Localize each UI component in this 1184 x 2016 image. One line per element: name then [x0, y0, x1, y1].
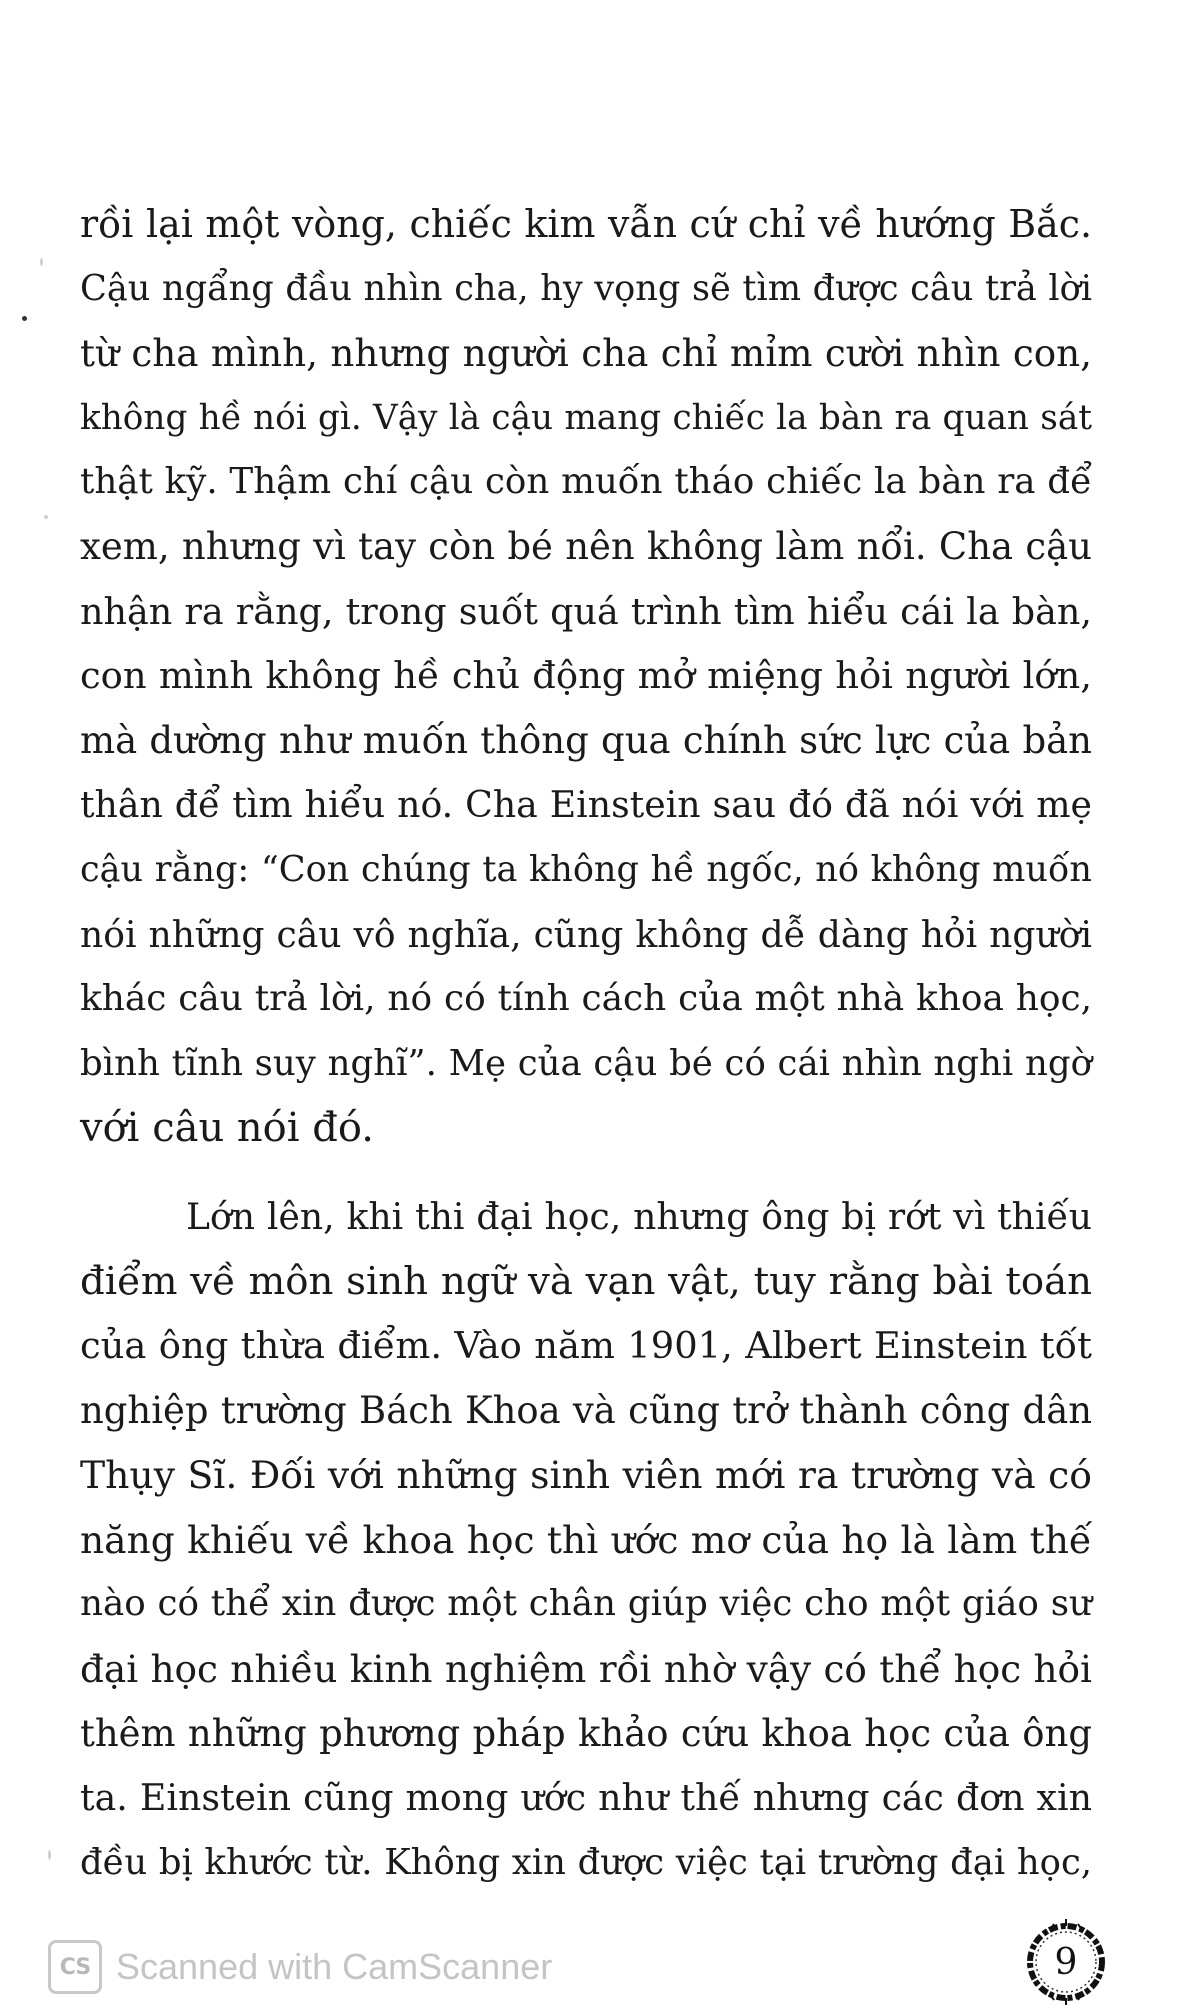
scan-speck — [48, 1850, 51, 1860]
text-line: nói những câu vô nghĩa, cũng không dễ dàng hỏi người — [80, 913, 1092, 956]
text-line: con mình không hề chủ động mở miệng hỏi người lớn, — [80, 654, 1092, 698]
text-line: xem, nhưng vì tay còn bé nên không làm nổi. Cha cậu — [80, 524, 1092, 568]
text-line: thật kỹ. Thậm chí cậu còn muốn tháo chiếc la bàn ra để — [80, 461, 1092, 503]
text-line: Cậu ngẩng đầu nhìn cha, hy vọng sẽ tìm được câu trả lời — [80, 267, 1092, 309]
text-line: năng khiếu về khoa học thì ước mơ của họ là làm thế — [80, 1517, 1092, 1562]
text-line: đại học nhiều kinh nghiệm rồi nhờ vậy có thể học hỏi — [80, 1647, 1092, 1692]
paragraph-2 — [80, 1185, 1092, 1896]
text-line: với câu nói đó. — [80, 1105, 374, 1152]
scan-speck — [40, 258, 43, 266]
watermark-text: Scanned with CamScanner — [116, 1946, 553, 1987]
text-line: nghiệp trường Bách Khoa và cũng trở thành công dân — [80, 1388, 1092, 1432]
text-line: không hề nói gì. Vậy là cậu mang chiếc la bàn ra quan sát — [80, 397, 1092, 438]
text-line: của ông thừa điểm. Vào năm 1901, Albert Einstein tốt — [80, 1324, 1092, 1368]
text-line: thêm những phương pháp khảo cứu khoa học của ông — [80, 1711, 1092, 1755]
body-text — [80, 192, 1092, 1895]
text-line: nào có thể xin được một chân giúp việc cho một giáo sư — [80, 1583, 1092, 1625]
page-number-badge — [1020, 1916, 1112, 2008]
text-line: từ cha mình, nhưng người cha chỉ mỉm cười nhìn con, — [80, 331, 1092, 376]
text-line: ta. Einstein cũng mong ước như thế nhưng các đơn xin — [80, 1776, 1092, 1820]
text-line: cậu rằng: “Con chúng ta không hề ngốc, nó không muốn — [80, 848, 1092, 890]
text-line: bình tĩnh suy nghĩ”. Mẹ của cậu bé có cái nhìn nghi ngờ — [80, 1042, 1092, 1084]
text-line: nhận ra rằng, trong suốt quá trình tìm hiểu cái la bàn, — [80, 589, 1092, 633]
text-line: rồi lại một vòng, chiếc kim vẫn cứ chỉ về hướng Bắc. — [80, 202, 1092, 246]
text-line: thân để tìm hiểu nó. Cha Einstein sau đó đã nói với mẹ — [80, 783, 1092, 827]
text-line: mà dường như muốn thông qua chính sức lực của bản — [80, 718, 1092, 762]
scan-speck — [22, 316, 27, 321]
camscanner-logo-icon: CS — [48, 1940, 102, 1994]
text-line: khác câu trả lời, nó có tính cách của một nhà khoa học, — [80, 978, 1092, 1020]
text-line: đều bị khước từ. Không xin được việc tại trường đại học, — [80, 1841, 1092, 1883]
text-line: Lớn lên, khi thi đại học, nhưng ông bị rớt vì thiếu — [186, 1194, 1092, 1238]
text-line: điểm về môn sinh ngữ và vạn vật, tuy rằng bài toán — [80, 1258, 1092, 1304]
scan-speck — [44, 515, 48, 519]
paragraph-1 — [80, 192, 1092, 1161]
scanner-watermark — [48, 1940, 552, 1994]
text-line: Thụy Sĩ. Đối với những sinh viên mới ra trường và có — [80, 1453, 1092, 1498]
page-number: 9 — [1054, 1941, 1078, 1983]
